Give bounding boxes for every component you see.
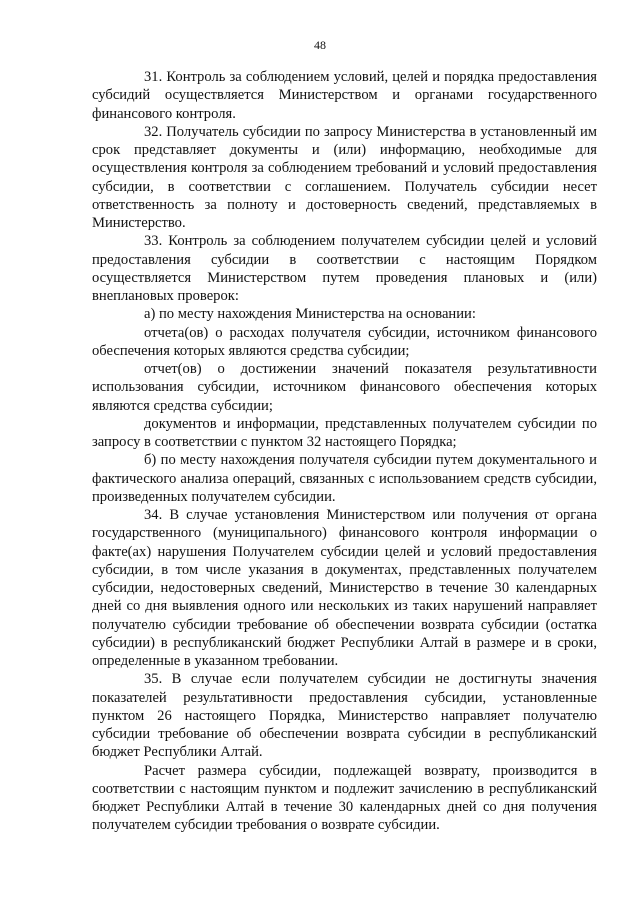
- subitem-a-expense-reports: отчета(ов) о расходах получателя субсидии, источником финансового обеспечения которых являются средства субсидии;: [92, 324, 597, 359]
- page-number: 48: [314, 38, 326, 52]
- paragraph-35: 35. В случае если получателем субсидии не достигнуты значения показателей результативности предоставления субсидии, установленные пунктом 26 настоящего Порядка, Министерство направляет получателю субсидии требование об обеспечении возврата субсидии в республиканский бюджет Республики Алтай.: [92, 671, 597, 761]
- subitem-a-indicator-reports: отчет(ов) о достижении значений показателя результативности использования субсидии, источником финансового обеспечения которых являются средства субсидии;: [92, 361, 597, 414]
- subitem-a-documents: документов и информации, представленных получателем субсидии по запросу в соответствии с пунктом 32 настоящего Порядка;: [92, 415, 597, 450]
- paragraph-34: 34. В случае установления Министерством или получения от органа государственного (муниципального) финансового контроля информации о факте(ах) нарушения Получателем субсидии целей и условий предоставления субсидии, в том числе указания в документах, представленных получателем субсидии, недостоверных сведений, Министерство в течение 30 календарных дней со дня выявления одного или нескольких из таких нарушений направляет получателю субсидии требование об обеспечении возврата субсидии (остатка субсидии) в республиканский бюджет Республики Алтай в размере и в сроки, определенные в указанном требовании.: [92, 507, 597, 669]
- document-body: [92, 68, 597, 835]
- paragraph-31: 31. Контроль за соблюдением условий, целей и порядка предоставления субсидий осуществляется Министерством и органами государственного финансового контроля.: [92, 69, 597, 122]
- paragraph-33: 33. Контроль за соблюдением получателем субсидии целей и условий предоставления субсидии в соответствии с настоящим Порядком осуществляется Министерством путем проведения плановых и (или) внеплановых проверок:: [92, 233, 597, 304]
- paragraph-35-calculation: Расчет размера субсидии, подлежащей возврату, производится в соответствии с настоящим пунктом и подлежит зачислению в республиканский бюджет Республики Алтай в течение 30 календарных дней со дня получения получателем субсидии требования о возврате субсидии.: [92, 762, 597, 834]
- subitem-a: а) по месту нахождения Министерства на основании:: [144, 306, 476, 323]
- paragraph-32: 32. Получатель субсидии по запросу Министерства в установленный им срок представляет документы и (или) информацию, необходимые для осуществления контроля за соблюдением требований и условий предоставления субсидии, в соответствии с соглашением. Получатель субсидии несет ответственность за полноту и достоверность сведений, представляемых в Министерство.: [92, 123, 597, 231]
- subitem-b: б) по месту нахождения получателя субсидии путем документального и фактического анализа операций, связанных с использованием средств субсидии, произведенных получателем субсидии.: [92, 452, 597, 505]
